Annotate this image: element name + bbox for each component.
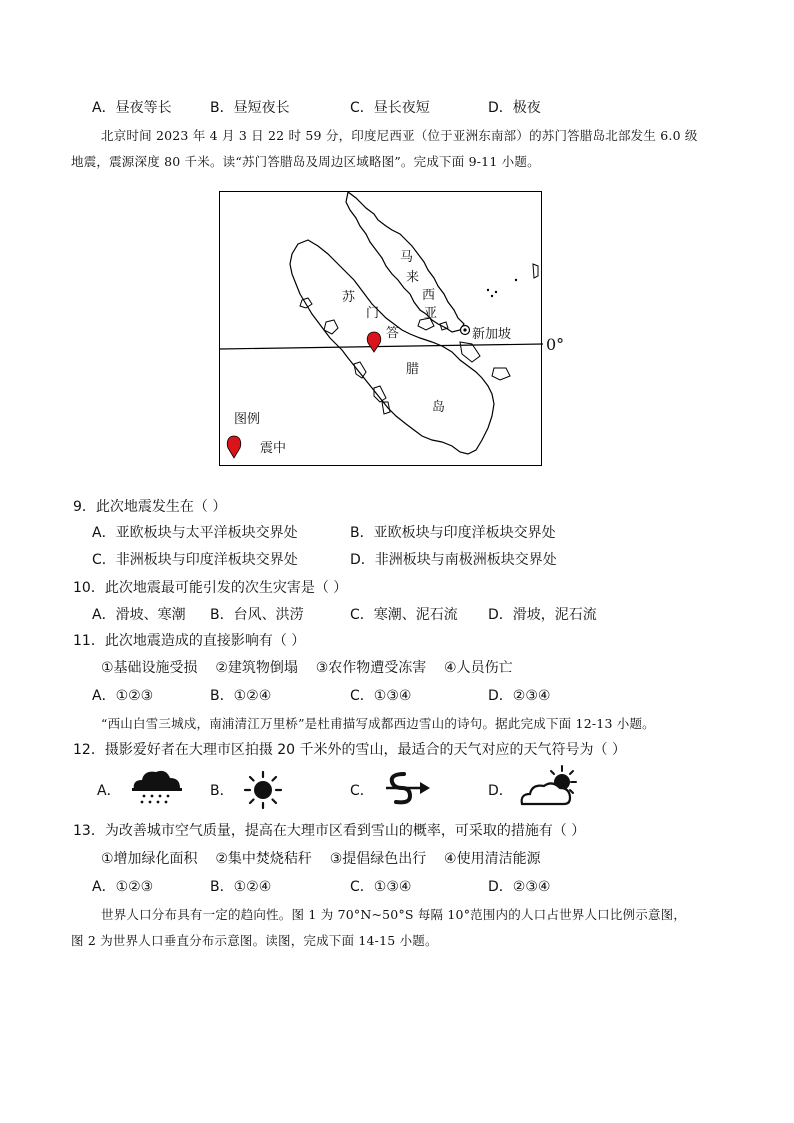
q13-items: ①增加绿化面积 ②集中焚烧秸秆 ③提倡绿色出行 ④使用清洁能源: [101, 851, 541, 867]
q9-option-a[interactable]: A．亚欧板块与太平洋板块交界处: [92, 525, 298, 541]
q10-option-c[interactable]: C．寒潮、泥石流: [350, 607, 458, 623]
q11-items: ①基础设施受损 ②建筑物倒塌 ③农作物遭受冻害 ④人员伤亡: [101, 660, 513, 676]
q12-option-b-label[interactable]: B．: [210, 783, 234, 799]
island-mentawai-1: [354, 362, 366, 378]
q8-option-a[interactable]: A．昼夜等长: [92, 100, 172, 116]
intro-12-13: “西山白雪三城戍，南浦清江万里桥”是杜甫描写成都西边雪山的诗句。据此完成下面 12-13 小题。: [101, 716, 655, 731]
island-mentawai-2: [374, 386, 386, 402]
q12-option-a-label[interactable]: A．: [97, 783, 121, 799]
q11-option-a[interactable]: A．①②③: [92, 688, 154, 704]
q10-option-b[interactable]: B．台风、洪涝: [210, 607, 304, 623]
label-singapore: 新加坡: [472, 327, 512, 342]
island-mentawai-3: [382, 402, 390, 414]
q13-option-a[interactable]: A．①②③: [92, 879, 154, 895]
legend-epicenter-label: 震中: [260, 441, 287, 456]
label-malaysia-1: 马: [400, 250, 414, 265]
q9-option-b[interactable]: B．亚欧板块与印度洋板块交界处: [350, 525, 556, 541]
q8-option-c[interactable]: C．昼长夜短: [350, 100, 430, 116]
q11-stem: 11．此次地震造成的直接影响有（ ）: [73, 633, 306, 649]
legend-title: 图例: [234, 412, 261, 427]
q10-option-d[interactable]: D．滑坡，泥石流: [488, 607, 597, 623]
label-sumatra-4: 腊: [406, 362, 420, 377]
q13-option-b[interactable]: B．①②④: [210, 879, 272, 895]
sumatra-map: [219, 191, 565, 466]
label-malaysia-2: 来: [406, 270, 420, 285]
sandstorm-icon[interactable]: [380, 768, 436, 808]
q12-stem: 12．摄影爱好者在大理市区拍摄 20 千米外的雪山，最适合的天气对应的天气符号为（ ）: [73, 742, 626, 758]
epicenter-marker: [367, 332, 381, 352]
q13-stem: 13．为改善城市空气质量，提高在大理市区看到雪山的概率，可采取的措施有（ ）: [73, 823, 586, 839]
label-malaysia-4: 亚: [424, 306, 438, 321]
label-equator: 0°: [546, 335, 565, 354]
rain-cloud-icon[interactable]: [128, 768, 184, 808]
q9-option-d[interactable]: D．非洲板块与南极洲板块交界处: [350, 552, 557, 568]
label-sumatra-1: 苏: [342, 290, 356, 305]
q8-option-d[interactable]: D．极夜: [488, 100, 541, 116]
borneo-edge: [533, 264, 538, 278]
q13-option-d[interactable]: D．②③④: [488, 879, 551, 895]
partly-cloudy-icon[interactable]: [518, 764, 580, 810]
q10-stem: 10．此次地震最可能引发的次生灾害是（ ）: [73, 580, 348, 596]
q11-option-d[interactable]: D．②③④: [488, 688, 551, 704]
q10-option-a[interactable]: A．滑坡、寒潮: [92, 607, 186, 623]
label-malaysia-3: 西: [422, 288, 436, 303]
label-sumatra-2: 门: [366, 306, 380, 321]
q12-option-d-label[interactable]: D．: [488, 783, 513, 799]
q13-option-c[interactable]: C．①③④: [350, 879, 412, 895]
label-sumatra-3: 答: [386, 326, 400, 341]
q11-option-b[interactable]: B．①②④: [210, 688, 272, 704]
q9-option-c[interactable]: C．非洲板块与印度洋板块交界处: [92, 552, 298, 568]
intro-9-11-line2: 地震，震源深度 80 千米。读“苏门答腊岛及周边区域略图”。完成下面 9-11 小题。: [71, 154, 540, 169]
q8-option-b[interactable]: B．昼短夜长: [210, 100, 290, 116]
intro-9-11-line1: 北京时间 2023 年 4 月 3 日 22 时 59 分，印度尼西亚（位于亚洲东南部）的苏门答腊岛北部发生 6.0 级: [101, 128, 698, 143]
q12-option-c-label[interactable]: C．: [350, 783, 374, 799]
q9-stem: 9．此次地震发生在（ ）: [73, 499, 227, 515]
legend-epicenter-symbol: [227, 436, 241, 458]
intro-14-15-line2: 图 2 为世界人口垂直分布示意图。读图，完成下面 14-15 小题。: [71, 933, 438, 948]
label-sumatra-5: 岛: [432, 400, 446, 415]
intro-14-15-line1: 世界人口分布具有一定的趋向性。图 1 为 70°N~50°S 每隔 10°范围内的人口占世界人口比例示意图，: [101, 907, 687, 922]
sunny-icon[interactable]: [243, 770, 283, 810]
q11-option-c[interactable]: C．①③④: [350, 688, 412, 704]
equator-line: [220, 344, 543, 349]
island-belitung: [492, 368, 510, 380]
